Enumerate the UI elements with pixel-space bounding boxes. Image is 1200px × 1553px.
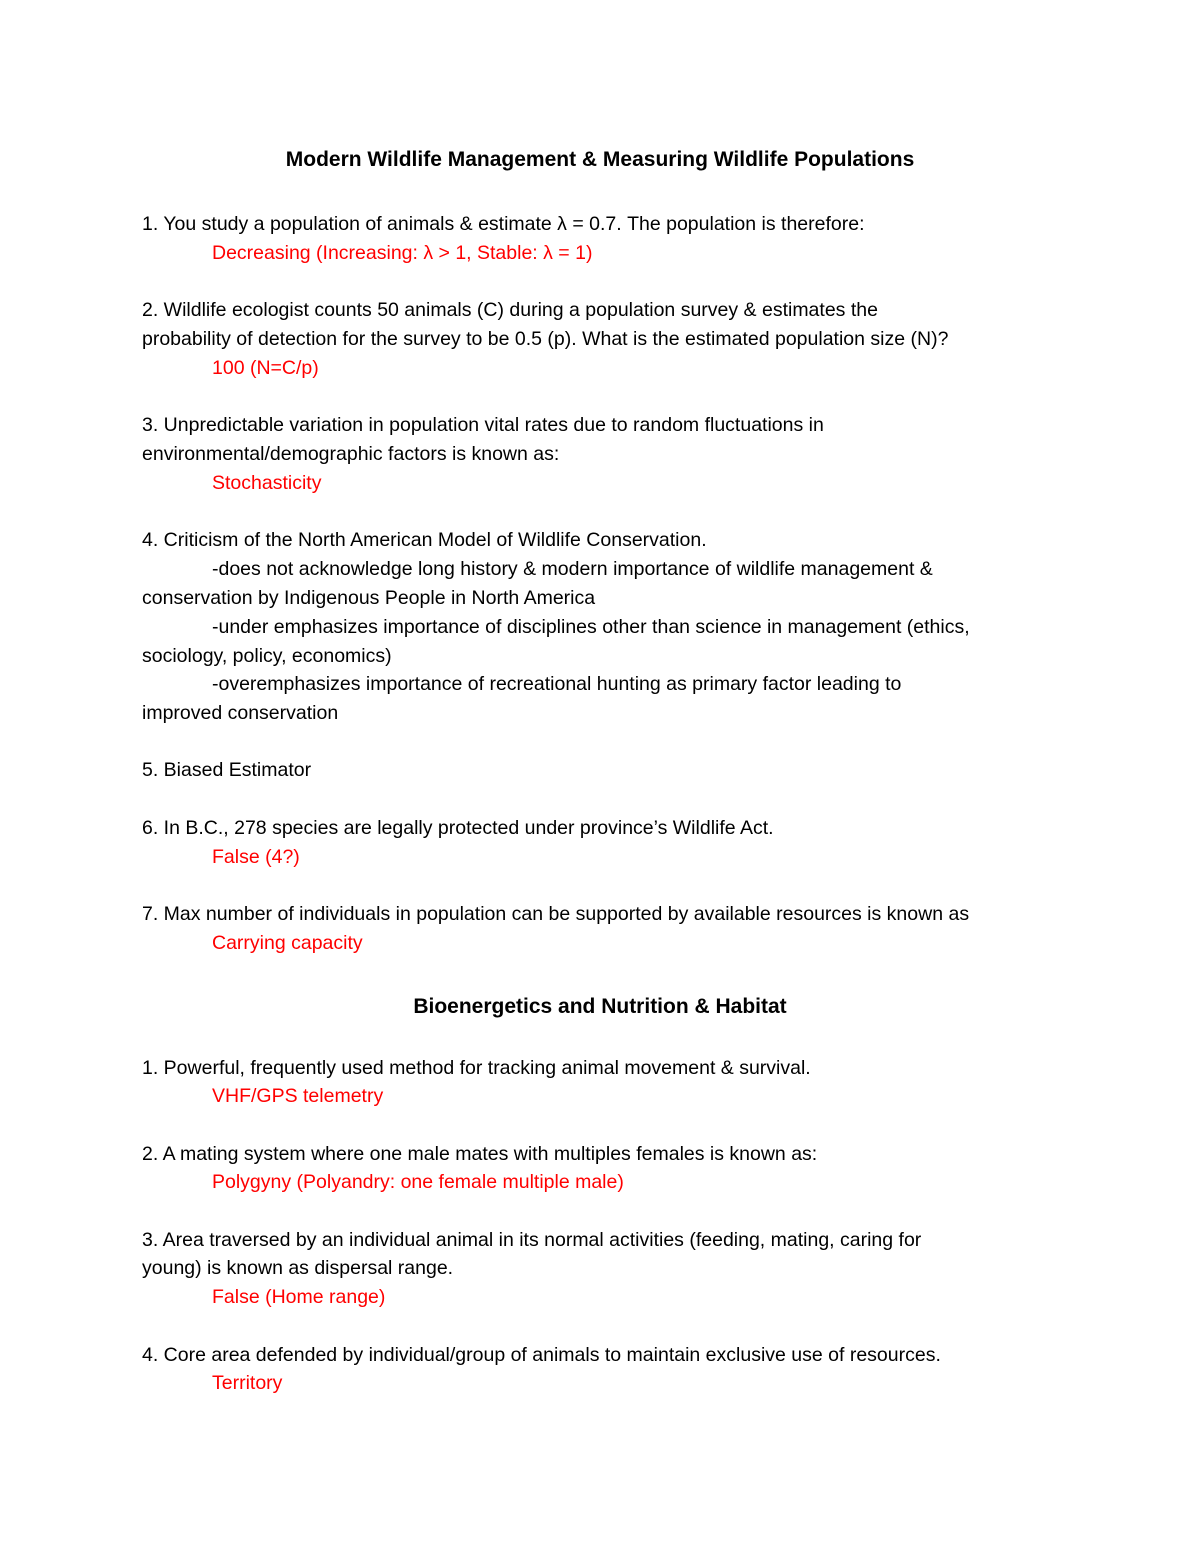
s1-q4-text: 4. Criticism of the North American Model of Wildlife Conservation.: [142, 529, 707, 551]
s1-q3-answer: Stochasticity: [212, 472, 322, 494]
s1-q3-text-line2: environmental/demographic factors is known as:: [142, 443, 560, 465]
s1-q5-text: 5. Biased Estimator: [142, 759, 312, 781]
s1-q6-answer: False (4?): [212, 846, 300, 868]
s1-q7-answer: Carrying capacity: [212, 932, 363, 954]
s1-q4-point3-line1: -overemphasizes importance of recreational hunting as primary factor leading to: [212, 673, 902, 695]
s2-q3-text-line2: young) is known as dispersal range.: [142, 1257, 454, 1279]
s2-q1-text: 1. Powerful, frequently used method for tracking animal movement & survival.: [142, 1057, 811, 1079]
s2-q3-text-line1: 3. Area traversed by an individual animal in its normal activities (feeding, mating, caring for: [142, 1229, 922, 1251]
s2-q1-answer: VHF/GPS telemetry: [212, 1085, 384, 1107]
s1-q4-point2-line1: -under emphasizes importance of disciplines other than science in management (ethics,: [212, 616, 970, 638]
s1-q2-answer: 100 (N=C/p): [212, 357, 319, 379]
s1-q6-text: 6. In B.C., 278 species are legally protected under province’s Wildlife Act.: [142, 817, 774, 839]
s1-q3-text-line1: 3. Unpredictable variation in population vital rates due to random fluctuations in: [142, 414, 824, 436]
s2-q4-answer: Territory: [212, 1372, 283, 1394]
s2-q4-text: 4. Core area defended by individual/group of animals to maintain exclusive use of resources.: [142, 1344, 941, 1366]
section-2-title: Bioenergetics and Nutrition & Habitat: [413, 995, 787, 1018]
s2-q3-answer: False (Home range): [212, 1286, 386, 1308]
s1-q7-text: 7. Max number of individuals in population can be supported by available resources is known as: [142, 903, 970, 925]
s1-q1-answer: Decreasing (Increasing: λ > 1, Stable: λ = 1): [212, 242, 593, 264]
s1-q4-point3-line2: improved conservation: [142, 702, 339, 724]
s1-q4-point2-line2: sociology, policy, economics): [142, 645, 392, 667]
s1-q2-text-line1: 2. Wildlife ecologist counts 50 animals (C) during a population survey & estimates the: [142, 299, 878, 321]
s1-q2-text-line2: probability of detection for the survey to be 0.5 (p). What is the estimated population size (N)?: [142, 328, 949, 350]
s1-q1-text: 1. You study a population of animals & estimate λ = 0.7. The population is therefore:: [142, 213, 865, 235]
s2-q2-text: 2. A mating system where one male mates with multiples females is known as:: [142, 1143, 818, 1165]
s2-q2-answer: Polygyny (Polyandry: one female multiple male): [212, 1171, 624, 1193]
section-1-title: Modern Wildlife Management & Measuring Wildlife Populations: [285, 148, 915, 171]
s1-q4-point1-line1: -does not acknowledge long history & modern importance of wildlife management &: [212, 558, 933, 580]
s1-q4-point1-line2: conservation by Indigenous People in North America: [142, 587, 596, 609]
